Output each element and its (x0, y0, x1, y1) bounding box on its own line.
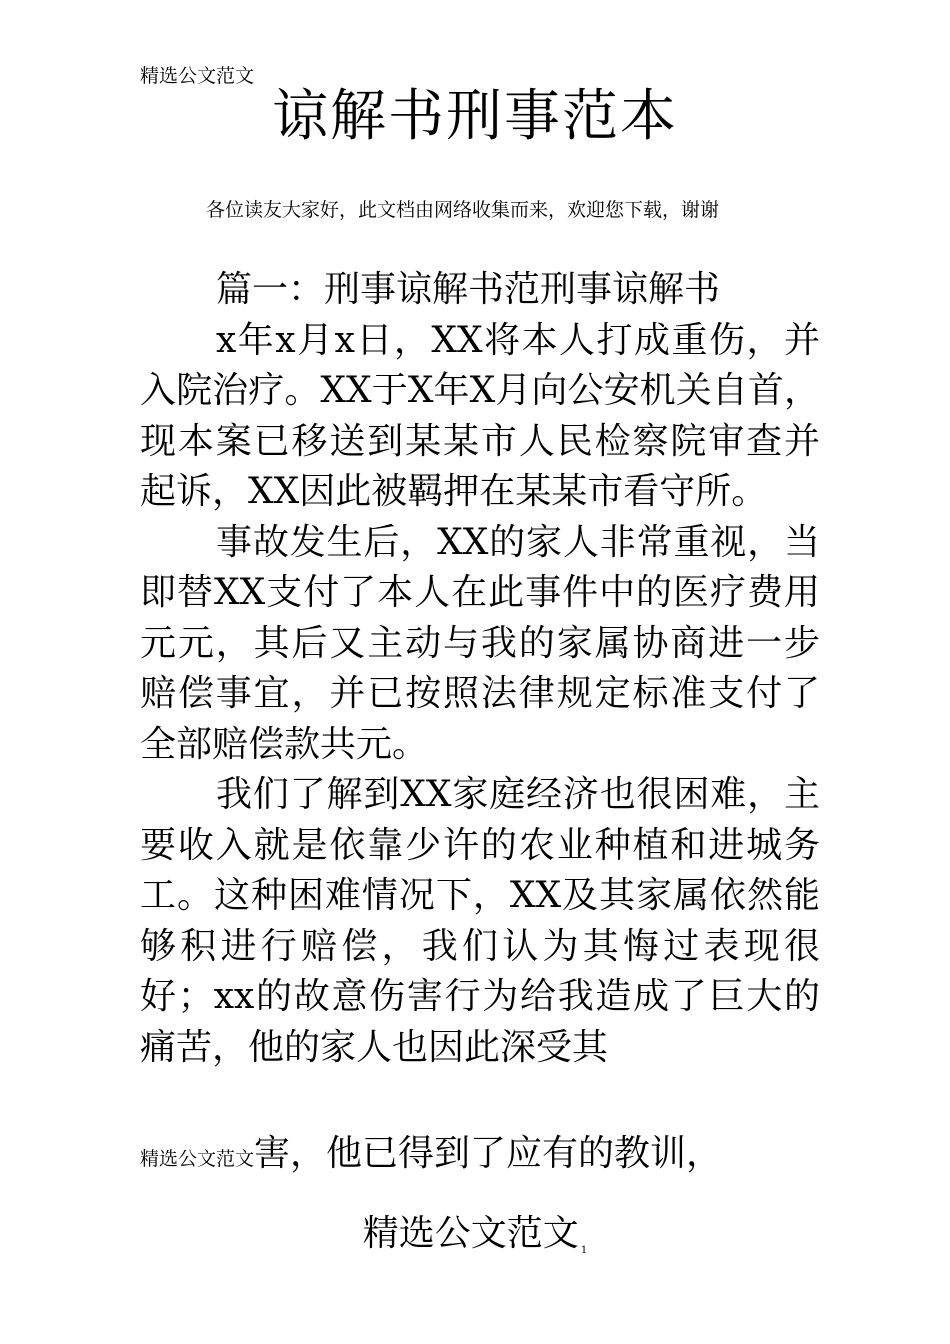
intro-note: 各位读友大家好，此文档由网络收集而来，欢迎您下载，谢谢 (206, 199, 720, 221)
header-label: 精选公文范文 (140, 65, 255, 87)
body-paragraph: 我们了解到XX家庭经济也很困难，主要收入就是依靠少许的农业种植和进城务工。这种困难情况下，XX及其家属依然能够积进行赔偿，我们认为其悔过表现很好；xx的故意伤害行为给我造成了巨大的痛苦，他的家人也因此深受其 (140, 774, 820, 1068)
document-title: 谅解书刑事范本 (272, 84, 678, 149)
page-last-line (140, 1134, 840, 1179)
footer-label: 精选公文范文 (362, 1213, 579, 1254)
body-paragraph: 事故发生后，XX的家人非常重视，当即替XX支付了本人在此事件中的医疗费用元元，其后又主动与我的家属协商进一步赔偿事宜，并已按照法律规定标准支付了全部赔偿款共元。 (140, 521, 820, 765)
section-heading: 篇一：刑事谅解书范刑事谅解书 (216, 269, 721, 310)
body-continuation: 害，他已得到了应有的教训， (254, 1133, 723, 1174)
inline-label: 精选公文范文 (140, 1148, 255, 1170)
page-number: 1 (580, 1245, 588, 1256)
document-body (140, 265, 820, 1073)
page-footer (0, 1212, 950, 1256)
body-paragraph: x年x月x日，XX将本人打成重伤，并入院治疗。XX于X年X月向公安机关自首，现本案已移送到某某市人民检察院审查并起诉，XX因此被羁押在某某市看守所。 (140, 319, 820, 512)
